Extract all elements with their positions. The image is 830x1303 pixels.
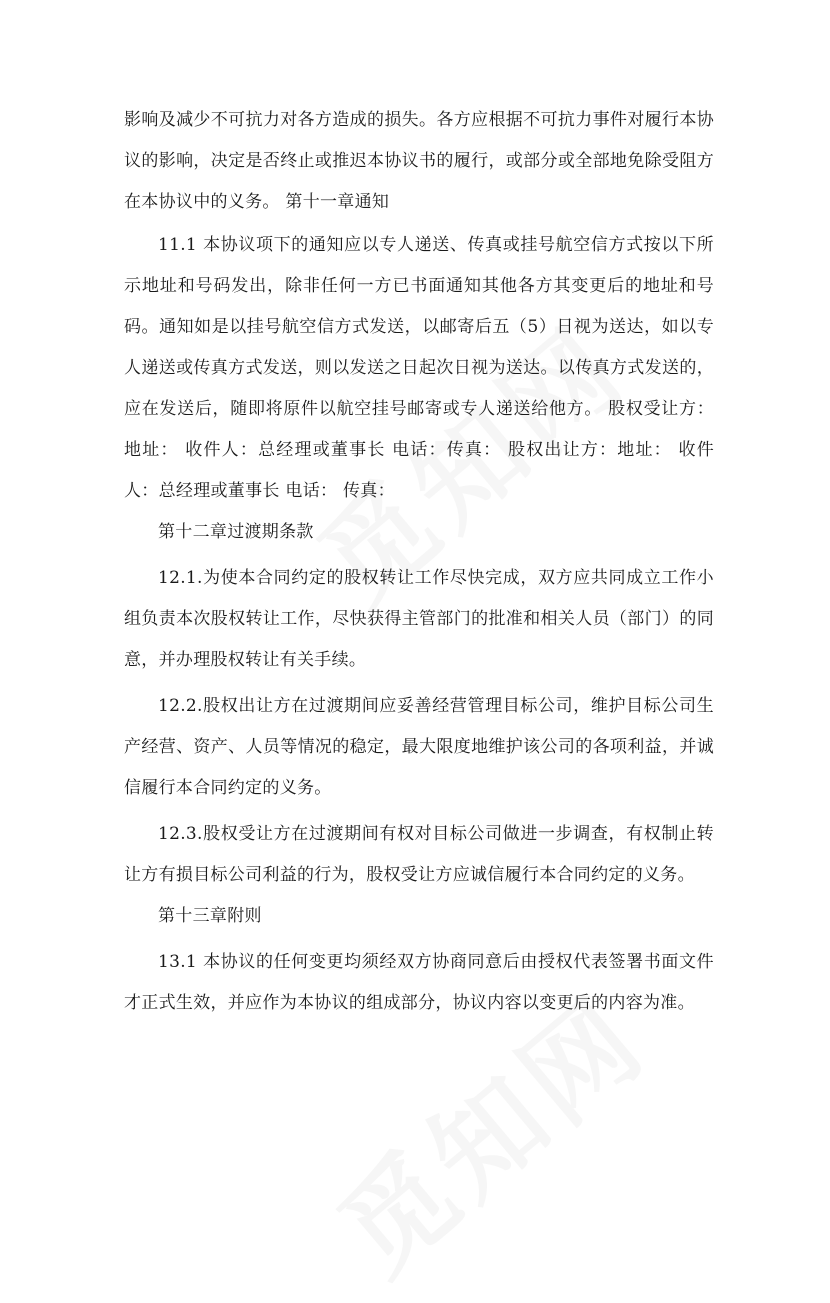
document-body bbox=[124, 100, 714, 1024]
heading-chapter-12: 第十二章过渡期条款 bbox=[158, 522, 314, 542]
paragraph-force-majeure-continued: 影响及减少不可抗力对各方造成的损失。各方应根据不可抗力事件对履行本协议的影响，决定是否终止或推迟本协议书的履行，或部分或全部地免除受阻方在本协议中的义务。 第十一章通知 bbox=[124, 110, 714, 212]
paragraph-12-2: 12.2.股权出让方在过渡期间应妥善经营管理目标公司，维护目标公司生产经营、资产、人员等情况的稳定，最大限度地维护该公司的各项利益，并诚信履行本合同约定的义务。 bbox=[124, 696, 714, 798]
heading-chapter-13: 第十三章附则 bbox=[158, 906, 262, 926]
paragraph-11-1-notices: 11.1 本协议项下的通知应以专人递送、传真或挂号航空信方式按以下所示地址和号码发出，除非任何一方已书面通知其他各方其变更后的地址和号码。通知如是以挂号航空信方式发送，以邮寄后五（5）日视为送达，如以专人递送或传真方式发送，则以发送之日起次日视为送达。以传真方式发送的，应在发送后，随即将原件以航空挂号邮寄或专人递送给他方。 股权受让方：地址： 收件人：总经理或董事长 电话：传真： 股权出让方：地址： 收件人：总经理或董事长 电话： 传真： bbox=[124, 235, 714, 501]
paragraph-12-1: 12.1.为使本合同约定的股权转让工作尽快完成，双方应共同成立工作小组负责本次股权转让工作，尽快获得主管部门的批准和相关人员（部门）的同意，并办理股权转让有关手续。 bbox=[124, 568, 714, 670]
paragraph-12-3: 12.3.股权受让方在过渡期间有权对目标公司做进一步调查，有权制止转让方有损目标公司利益的行为，股权受让方应诚信履行本合同约定的义务。 bbox=[124, 824, 714, 885]
paragraph-13-1: 13.1 本协议的任何变更均须经双方协商同意后由授权代表签署书面文件才正式生效，并应作为本协议的组成部分，协议内容以变更后的内容为准。 bbox=[124, 952, 714, 1013]
